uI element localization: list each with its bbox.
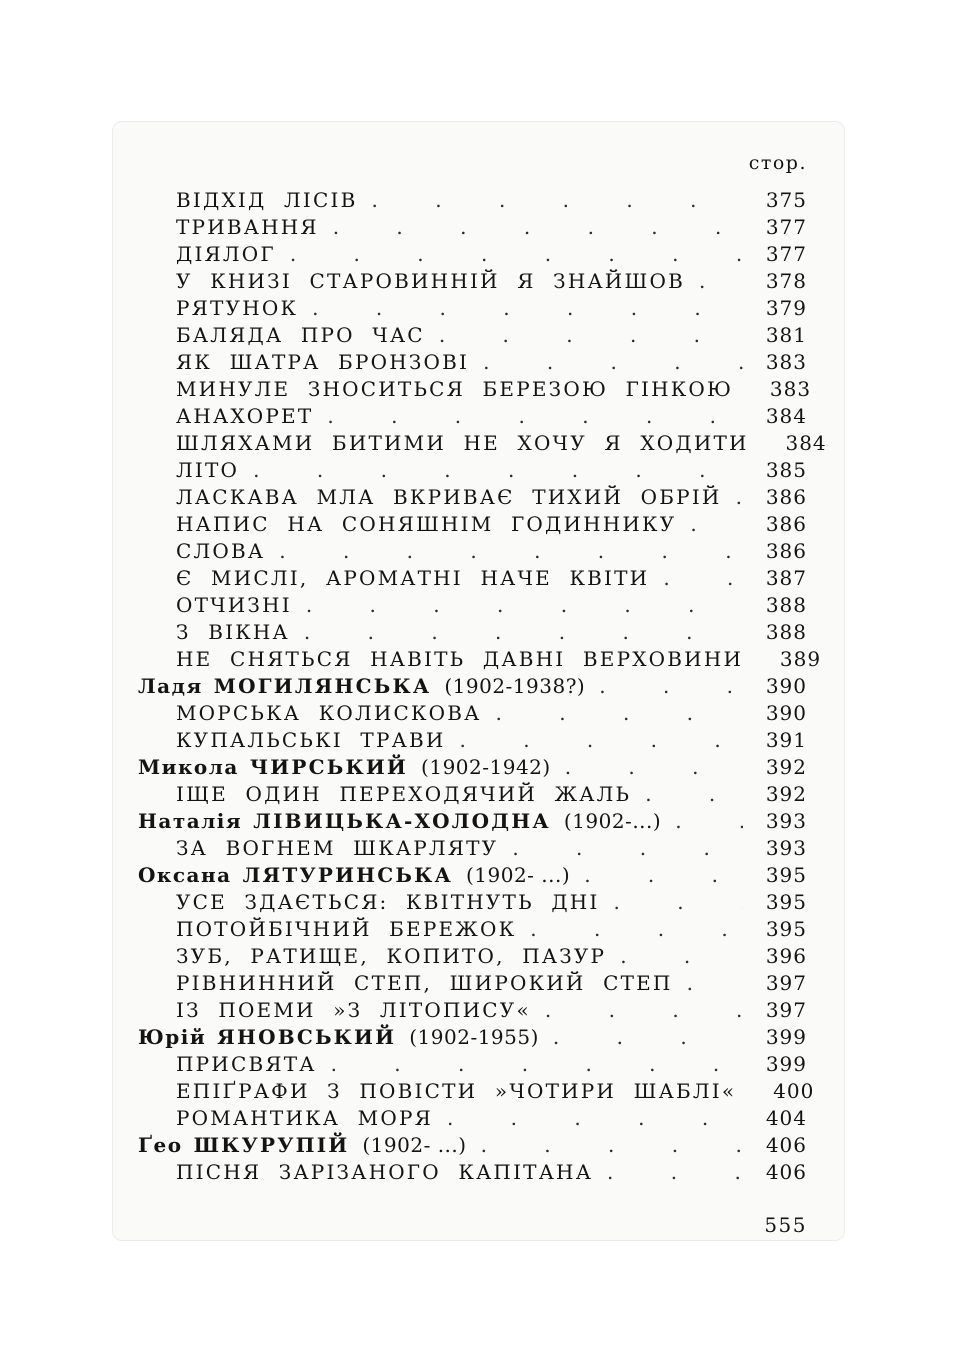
toc-row	[138, 430, 827, 457]
toc-row	[138, 484, 807, 511]
dot-leader	[645, 781, 743, 808]
toc-row	[138, 295, 807, 322]
toc-entry-page-number: 388	[765, 593, 807, 617]
toc-entry-page-number: 386	[765, 539, 807, 563]
toc-entry-title: У КНИЗІ СТАРОВИННІЙ Я ЗНАЙШОВ	[176, 269, 685, 293]
toc-row	[138, 862, 807, 889]
toc-entry-title: РІВНИННИЙ СТЕП, ШИРОКИЙ СТЕП	[176, 971, 673, 995]
dot-leader	[312, 295, 743, 322]
page-column-label: стор.	[748, 152, 807, 174]
book-page	[112, 121, 845, 1241]
toc-entry-title: ІЩЕ ОДИН ПЕРЕХОДЯЧИЙ ЖАЛЬ	[176, 782, 632, 806]
dot-leader	[483, 349, 743, 376]
toc-entry-title: ПІСНЯ ЗАРІЗАНОГО КАПІТАНА	[176, 1160, 594, 1184]
dot-leader	[372, 187, 743, 214]
toc-author-surname: ШКУРУПІЙ	[193, 1133, 350, 1157]
toc-entry-page-number: 399	[765, 1025, 807, 1049]
dot-leader	[512, 835, 743, 862]
toc-entry-page-number: 375	[765, 188, 807, 212]
toc-entry-title: ВІДХІД ЛІСІВ	[176, 188, 358, 212]
toc-author-first-name: Оксана	[138, 863, 232, 887]
dot-leader	[290, 241, 743, 268]
toc-entry-page-number: 377	[765, 215, 807, 239]
toc-author-years: (1902-1942)	[421, 755, 551, 779]
toc-row	[138, 1105, 807, 1132]
toc-row	[138, 1078, 815, 1105]
toc-row	[138, 322, 807, 349]
dot-leader	[439, 322, 743, 349]
toc-entry-title: РЯТУНОК	[176, 296, 299, 320]
toc-row	[138, 673, 807, 700]
toc-entry-page-number: 386	[765, 512, 807, 536]
toc-entry-page-number: 388	[765, 620, 807, 644]
toc-row	[138, 781, 807, 808]
dot-leader	[333, 214, 743, 241]
toc-entry-title: ДІЯЛОГ	[176, 242, 276, 266]
dot-leader	[331, 1051, 743, 1078]
toc-entry-title: МОРСЬКА КОЛИСКОВА	[176, 701, 482, 725]
toc-author-first-name: Микола	[138, 755, 239, 779]
toc-entry-title: РОМАНТИКА МОРЯ	[176, 1106, 433, 1130]
toc-entry-page-number: 397	[765, 971, 807, 995]
toc-entry-page-number: 387	[765, 566, 807, 590]
toc-entry-title: ПРИСВЯТА	[176, 1052, 317, 1076]
toc-entry-title: СЛОВА	[176, 539, 266, 563]
toc-author-surname: ЛЯТУРИНСЬКА	[242, 863, 453, 887]
toc-entry-page-number: 389	[779, 647, 822, 671]
table-of-contents	[138, 187, 827, 1186]
dot-leader	[545, 997, 743, 1024]
toc-entry-page-number: 377	[765, 242, 807, 266]
dot-leader	[447, 1105, 743, 1132]
dot-leader	[306, 592, 743, 619]
toc-row	[138, 565, 807, 592]
toc-author-surname: ЛІВИЦЬКА-ХОЛОДНА	[253, 809, 551, 833]
toc-entry-page-number: 392	[765, 755, 807, 779]
toc-author-surname: ЯНОВСЬКИЙ	[217, 1025, 397, 1049]
dot-leader	[253, 457, 743, 484]
toc-entry-page-number: 384	[765, 404, 807, 428]
toc-entry-title: ЗУБ, РАТИЩЕ, КОПИТО, ПАЗУР	[176, 944, 607, 968]
toc-entry-page-number: 385	[765, 458, 807, 482]
dot-leader	[675, 808, 743, 835]
dot-leader	[327, 403, 743, 430]
toc-entry-page-number: 378	[765, 269, 807, 293]
dot-leader	[496, 700, 743, 727]
toc-entry-title: ТРИВАННЯ	[176, 215, 319, 239]
toc-entry-title: ШЛЯХАМИ БИТИМИ НЕ ХОЧУ Я ХОДИТИ	[176, 431, 749, 455]
toc-row	[138, 619, 807, 646]
dot-leader	[690, 511, 743, 538]
dot-leader	[481, 1132, 743, 1159]
toc-entry-page-number: 395	[765, 863, 807, 887]
toc-entry-page-number: 383	[765, 350, 807, 374]
toc-entry-title: ЗА ВОГНЕМ ШКАРЛЯТУ	[176, 836, 499, 860]
toc-entry-page-number: 395	[765, 917, 807, 941]
toc-entry-page-number: 400	[773, 1079, 815, 1103]
book-page-number: 555	[764, 1213, 807, 1237]
toc-row	[138, 457, 807, 484]
book-page-footer	[138, 1213, 807, 1237]
dot-leader	[699, 268, 743, 295]
toc-author-years: (1902-...)	[563, 809, 662, 833]
toc-row	[138, 403, 807, 430]
toc-entry-page-number: 391	[765, 728, 807, 752]
toc-row	[138, 727, 807, 754]
toc-entry-title: ЛАСКАВА МЛА ВКРИВАЄ ТИХИЙ ОБРІЙ	[176, 485, 722, 509]
dot-leader	[279, 538, 743, 565]
toc-entry-page-number: 399	[765, 1052, 807, 1076]
dot-leader	[736, 484, 743, 511]
toc-row	[138, 511, 807, 538]
toc-entry-title: З ВІКНА	[176, 620, 290, 644]
toc-row	[138, 1159, 807, 1186]
dot-leader	[607, 1159, 743, 1186]
toc-entry-page-number: 383	[769, 377, 812, 401]
toc-author-surname: МОГИЛЯНСЬКА	[213, 674, 432, 698]
toc-author-first-name: Наталія	[138, 809, 243, 833]
toc-row	[138, 187, 807, 214]
toc-entry-page-number: 396	[765, 944, 807, 968]
toc-entry-title: МИНУЛЕ ЗНОСИТЬСЯ БЕРЕЗОЮ ГІНКОЮ	[176, 377, 734, 401]
toc-entry-title: ЯК ШАТРА БРОНЗОВІ	[176, 350, 470, 374]
toc-entry-page-number: 386	[765, 485, 807, 509]
toc-entry-title: ОТЧИЗНІ	[176, 593, 292, 617]
toc-entry-page-number: 404	[765, 1106, 807, 1130]
toc-author-years: (1902- ...)	[362, 1133, 467, 1157]
toc-row	[138, 970, 807, 997]
toc-row	[138, 943, 807, 970]
toc-author-years: (1902- ...)	[465, 863, 571, 887]
toc-entry-title: АНАХОРЕТ	[176, 404, 314, 428]
toc-entry-title: ПОТОЙБІЧНИЙ БЕРЕЖОК	[176, 917, 517, 941]
page-column-header	[138, 152, 807, 174]
toc-row	[138, 1051, 807, 1078]
dot-leader	[663, 565, 743, 592]
toc-entry-page-number: 393	[765, 836, 807, 860]
toc-row	[138, 376, 812, 403]
dot-leader	[584, 862, 743, 889]
toc-row	[138, 889, 807, 916]
toc-author-years: (1902-1955)	[409, 1025, 539, 1049]
toc-entry-title: КУПАЛЬСЬКІ ТРАВИ	[176, 728, 446, 752]
toc-row	[138, 646, 822, 673]
toc-entry-page-number: 384	[785, 431, 827, 455]
toc-row	[138, 835, 807, 862]
toc-row	[138, 808, 807, 835]
toc-entry-title: НАПИС НА СОНЯШНІМ ГОДИННИКУ	[176, 512, 677, 536]
toc-entry-title: ЕПІҐРАФИ З ПОВІСТИ »ЧОТИРИ ШАБЛІ«	[176, 1079, 737, 1103]
toc-author-first-name: Ладя	[138, 674, 203, 698]
toc-row	[138, 700, 807, 727]
dot-leader	[599, 673, 743, 700]
toc-entry-page-number: 392	[765, 782, 807, 806]
toc-row	[138, 592, 807, 619]
dot-leader	[304, 619, 743, 646]
toc-row	[138, 997, 807, 1024]
toc-row	[138, 349, 807, 376]
toc-row	[138, 268, 807, 295]
dot-leader	[620, 943, 743, 970]
toc-entry-page-number: 406	[765, 1160, 807, 1184]
toc-entry-page-number: 390	[765, 701, 807, 725]
toc-entry-page-number: 381	[765, 323, 807, 347]
toc-author-surname: ЧИРСЬКИЙ	[249, 755, 409, 779]
toc-row	[138, 538, 807, 565]
toc-author-years: (1902-1938?)	[444, 674, 586, 698]
toc-entry-page-number: 406	[765, 1133, 807, 1157]
toc-row	[138, 241, 807, 268]
toc-row	[138, 1132, 807, 1159]
toc-entry-title: Є МИСЛІ, АРОМАТНІ НАЧЕ КВІТИ	[176, 566, 650, 590]
toc-author-first-name: Юрій	[138, 1025, 207, 1049]
dot-leader	[687, 970, 743, 997]
toc-entry-title: ІЗ ПОЕМИ »З ЛІТОПИСУ«	[176, 998, 531, 1022]
toc-row	[138, 214, 807, 241]
dot-leader	[565, 754, 743, 781]
toc-entry-page-number: 395	[765, 890, 807, 914]
toc-entry-title: УСЕ ЗДАЄТЬСЯ: КВІТНУТЬ ДНІ	[176, 890, 600, 914]
toc-row	[138, 754, 807, 781]
toc-row	[138, 1024, 807, 1051]
toc-author-first-name: Ґео	[138, 1133, 183, 1157]
toc-entry-title: БАЛЯДА ПРО ЧАС	[176, 323, 425, 347]
toc-entry-page-number: 393	[765, 809, 807, 833]
dot-leader	[553, 1024, 743, 1051]
dot-leader	[614, 889, 743, 916]
dot-leader	[459, 727, 743, 754]
dot-leader	[530, 916, 743, 943]
toc-entry-title: ЛІТО	[176, 458, 240, 482]
toc-row	[138, 916, 807, 943]
toc-entry-page-number: 397	[765, 998, 807, 1022]
toc-entry-page-number: 379	[765, 296, 807, 320]
toc-entry-title: НЕ СНЯТЬСЯ НАВІТЬ ДАВНІ ВЕРХОВИНИ	[176, 647, 744, 671]
toc-entry-page-number: 390	[765, 674, 807, 698]
